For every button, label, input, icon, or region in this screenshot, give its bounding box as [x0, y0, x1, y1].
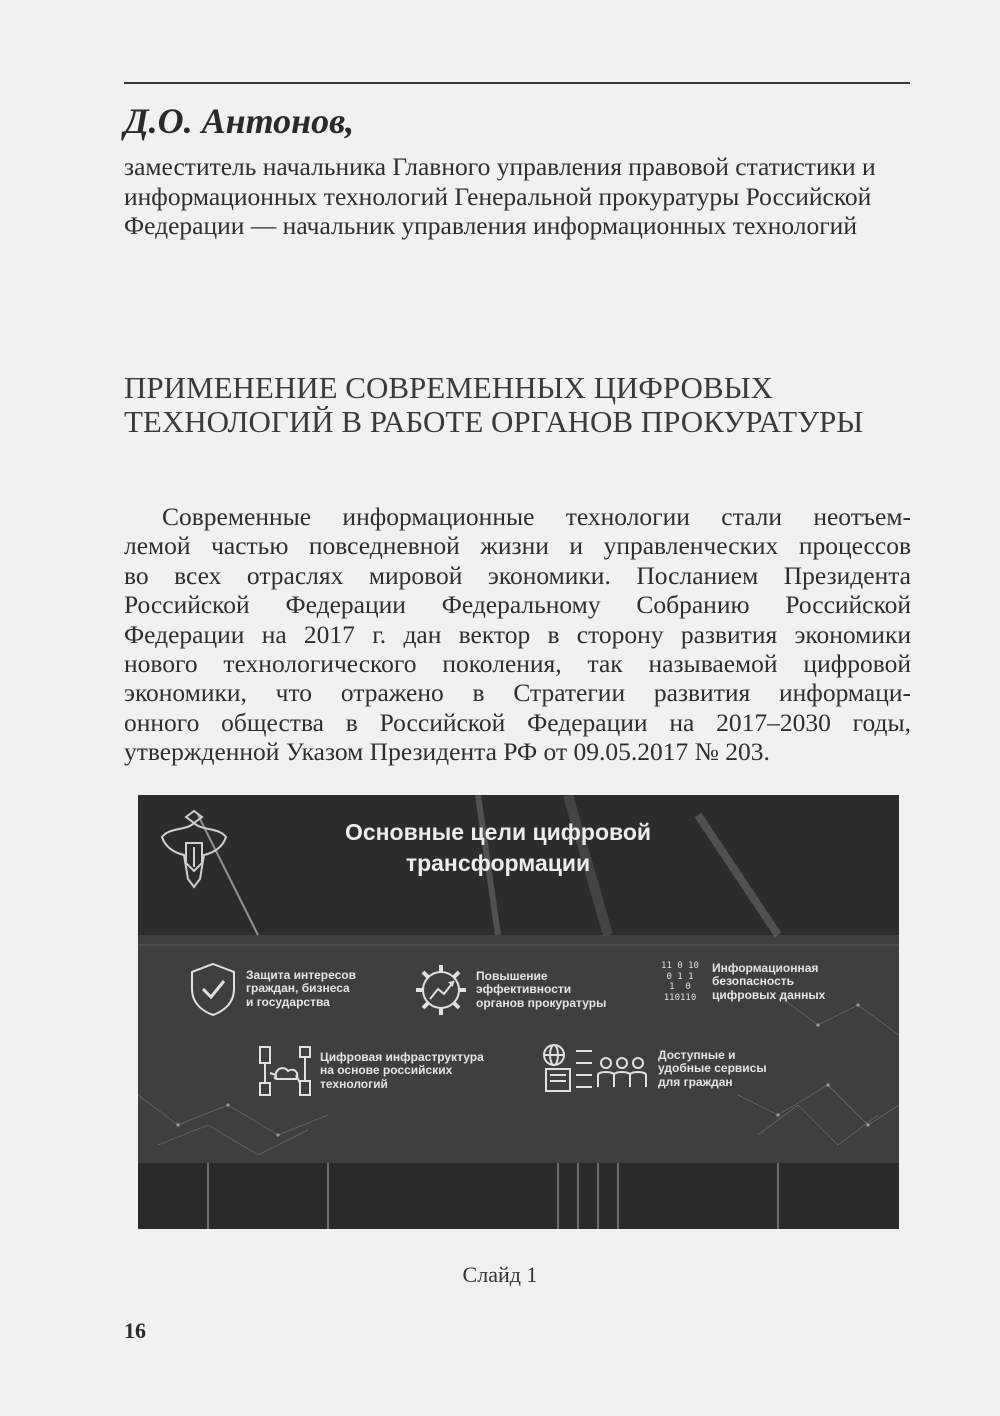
goal-infrastructure: [256, 1043, 484, 1099]
body-line: во всех отраслях мировой экономики. Посланием Президента: [124, 560, 911, 590]
goal-label: Цифровая инфраструктура на основе российских технологий: [320, 1049, 484, 1091]
network-cloud-icon: [256, 1043, 314, 1099]
body-paragraph: [124, 502, 911, 767]
body-line: утвержденной Указом Президента РФ от 09.05.2017 № 203.: [124, 737, 770, 767]
author-position: заместитель начальника Главного управления правовой статистики и информационных технологий Генеральной прокуратуры Российской Федерации — начальник управления информационных технологий: [124, 152, 876, 240]
figure-caption: Слайд 1: [462, 1262, 538, 1287]
goal-label: Повышение эффективности органов прокуратуры: [476, 968, 607, 1010]
body-line: лемой частью повседневной жизни и управленческих процессов: [124, 531, 911, 561]
emblem-icon: [156, 809, 232, 893]
slide-title: Основные цели цифровой трансформации: [344, 819, 652, 876]
goal-security: [654, 961, 825, 1003]
body-line: экономики, что отражено в Стратегии развития информаци-: [124, 678, 911, 708]
header-rule: [124, 82, 910, 84]
goal-protection: [186, 961, 356, 1017]
goal-services: [540, 1041, 767, 1097]
slide-image: [138, 795, 899, 1229]
body-line: Современные информационные технологии стали неотъем-: [162, 502, 911, 531]
author-name: Д.О. Антонов,: [124, 101, 355, 141]
body-line: онного общества в Российской Федерации на 2017–2030 годы,: [124, 707, 911, 737]
binary-lock-icon: 11 0 10 0 1 1 1 0 110110: [661, 961, 699, 1003]
goal-label: Доступные и удобные сервисы для граждан: [658, 1047, 767, 1089]
body-line: Российской Федерации Федеральному Собранию Российской: [124, 590, 911, 620]
goal-label: Защита интересов граждан, бизнеса и государства: [246, 967, 356, 1009]
body-line: нового технологического поколения, так называемой цифровой: [124, 649, 911, 679]
goal-efficiency: [412, 961, 606, 1019]
article-title: ПРИМЕНЕНИЕ СОВРЕМЕННЫХ ЦИФРОВЫХ ТЕХНОЛОГИЙ В РАБОТЕ ОРГАНОВ ПРОКУРАТУРЫ: [124, 370, 864, 439]
body-line: Федерации на 2017 г. дан вектор в сторону развития экономики: [124, 619, 911, 649]
shield-check-icon: [186, 961, 240, 1017]
goal-label: Информационная безопасность цифровых данных: [712, 960, 826, 1002]
people-services-icon: [540, 1041, 652, 1097]
gear-chart-icon: [412, 961, 470, 1019]
page-number: 16: [124, 1318, 146, 1343]
